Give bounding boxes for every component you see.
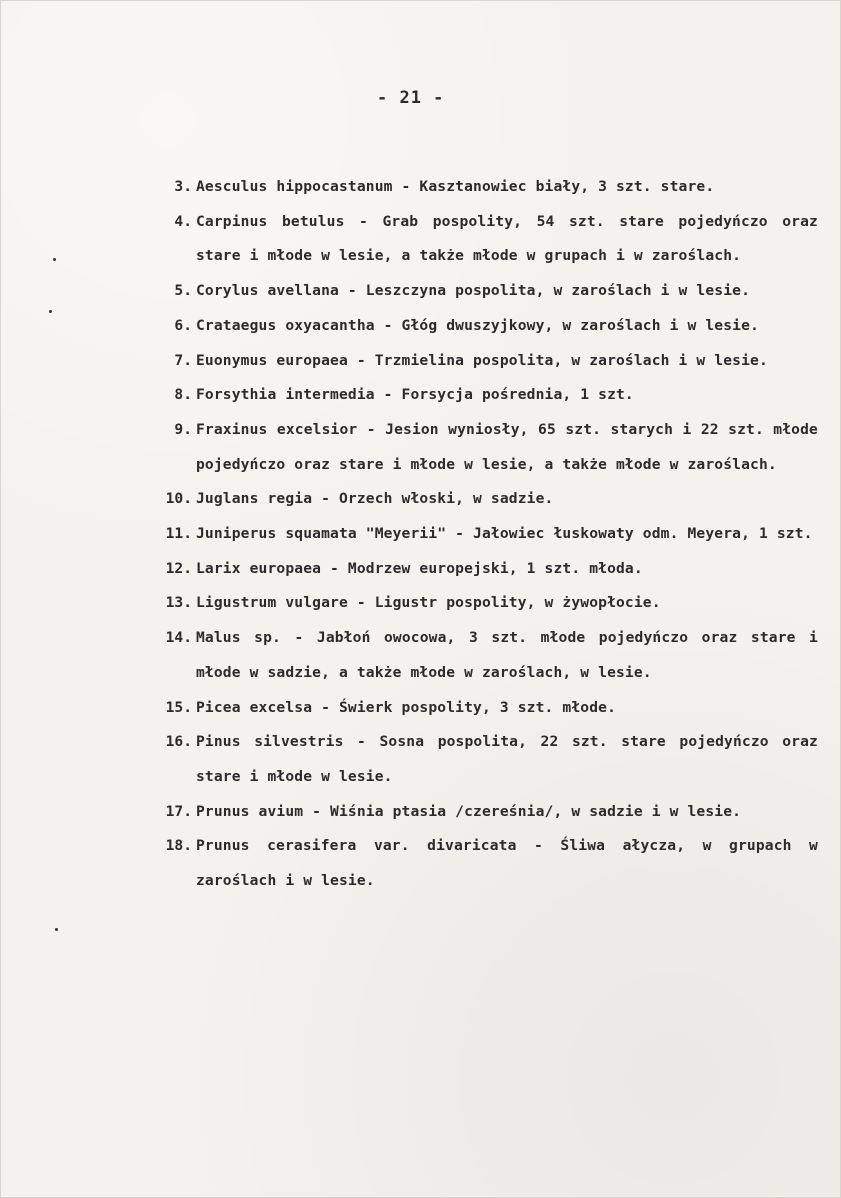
list-item xyxy=(158,309,818,344)
item-text: Picea excelsa - Świerk pospolity, 3 szt. młode. xyxy=(196,698,617,716)
item-number: 10. xyxy=(165,490,192,508)
species-list xyxy=(158,170,818,899)
item-text: Corylus avellana - Leszczyna pospolita, w zaroślach i w lesie. xyxy=(196,282,751,300)
list-item xyxy=(158,691,818,726)
page-number: - 21 - xyxy=(377,88,445,108)
list-item xyxy=(158,413,818,482)
list-item xyxy=(158,795,818,830)
item-text: Crataegus oxyacantha - Głóg dwuszyjkowy, w zaroślach i w lesie. xyxy=(196,316,759,334)
item-number: 8. xyxy=(174,386,192,404)
item-number: 17. xyxy=(165,802,192,820)
item-text: Juniperus squamata "Meyerii" - Jałowiec łuskowaty odm. Meyera, 1 szt. xyxy=(196,525,813,543)
item-number: 18. xyxy=(165,837,192,855)
item-number: 13. xyxy=(165,594,192,612)
item-number: 7. xyxy=(174,351,192,369)
list-item xyxy=(158,517,818,552)
list-item xyxy=(158,621,818,690)
item-number: 12. xyxy=(165,559,192,577)
item-number: 4. xyxy=(174,212,192,230)
list-item xyxy=(158,170,818,205)
item-number: 3. xyxy=(174,178,192,195)
item-text: Juglans regia - Orzech włoski, w sadzie. xyxy=(196,490,554,508)
list-item xyxy=(158,725,818,794)
item-text: Pinus silvestris - Sosna pospolita, 22 szt. stare pojedyńczo oraz stare i młode w lesie. xyxy=(196,733,818,785)
margin-mark xyxy=(55,928,58,931)
list-item xyxy=(158,378,818,413)
item-text: Prunus avium - Wiśnia ptasia /czereśnia/, w sadzie i w lesie. xyxy=(196,802,742,820)
list-item xyxy=(158,344,818,379)
list-item xyxy=(158,586,818,621)
item-text: Larix europaea - Modrzew europejski, 1 szt. młoda. xyxy=(196,559,643,577)
list-item xyxy=(158,274,818,309)
item-number: 16. xyxy=(165,733,192,751)
list-item xyxy=(158,552,818,587)
item-number: 14. xyxy=(165,629,192,647)
item-text: Fraxinus excelsior - Jesion wyniosły, 65 szt. starych i 22 szt. młode pojedyńczo oraz stare i młode w lesie, a także młode w zaroślach. xyxy=(196,420,818,473)
margin-mark xyxy=(49,310,52,313)
item-text: Forsythia intermedia - Forsycja pośrednia, 1 szt. xyxy=(196,386,634,404)
item-text: Aesculus hippocastanum - Kasztanowiec biały, 3 szt. stare. xyxy=(196,178,715,195)
list-item xyxy=(158,482,818,517)
item-number: 5. xyxy=(174,282,192,300)
item-number: 11. xyxy=(165,525,192,543)
list-item xyxy=(158,205,818,274)
margin-mark xyxy=(53,258,56,261)
item-number: 15. xyxy=(165,698,192,716)
item-number: 9. xyxy=(174,420,192,438)
item-text: Carpinus betulus - Grab pospolity, 54 szt. stare pojedyńczo oraz stare i młode w lesie, a także młode w grupach i w zaroślach. xyxy=(196,212,818,265)
item-number: 6. xyxy=(174,316,192,334)
item-text: Prunus cerasifera var. divaricata - Śliwa ałycza, w grupach w zaroślach i w lesie. xyxy=(196,837,818,890)
item-text: Malus sp. - Jabłoń owocowa, 3 szt. młode pojedyńczo oraz stare i młode w sadzie, a także młode w zaroślach, w lesie. xyxy=(196,629,818,681)
list-item xyxy=(158,829,818,898)
item-text: Euonymus europaea - Trzmielina pospolita, w zaroślach i w lesie. xyxy=(196,351,768,369)
item-text: Ligustrum vulgare - Ligustr pospolity, w żywopłocie. xyxy=(196,594,661,612)
